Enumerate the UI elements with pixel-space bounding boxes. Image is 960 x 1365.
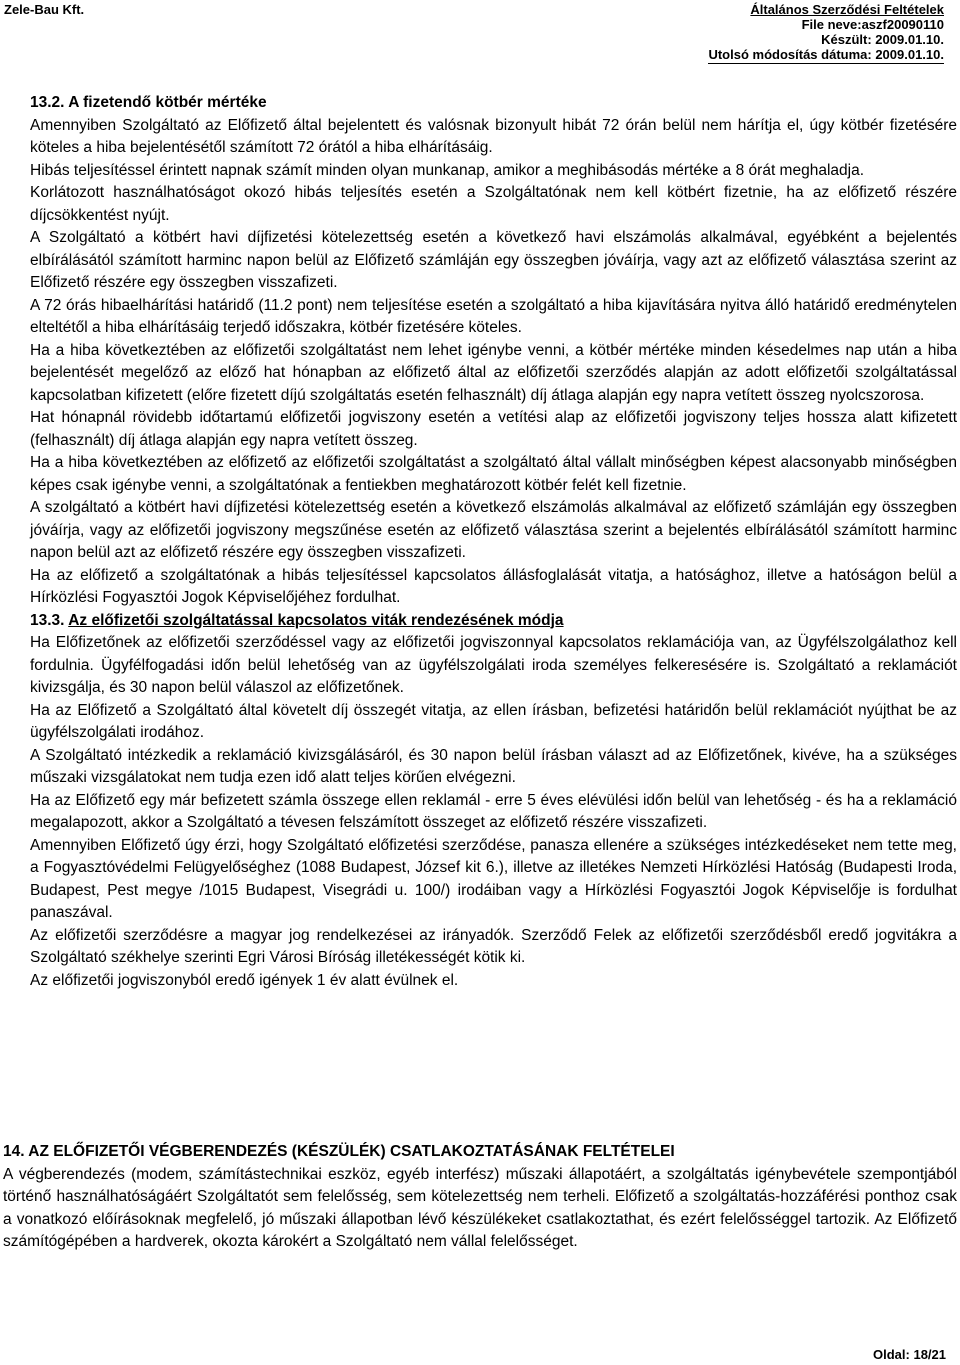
document-header: [708, 2, 944, 64]
company-name: Zele-Bau Kft.: [4, 2, 85, 17]
document-body: [30, 92, 957, 992]
paragraph: Korlátozott használhatóságot okozó hibás teljesítés esetén a Szolgáltatónak nem kell kötbért fizetnie, ha az előfizető részére díjcsökkentést nyújt.: [30, 184, 957, 224]
paragraph: Ha az Előfizető a Szolgáltató által követelt díj összegét vitatja, az ellen írásban, befizetési határidőn belül reklamációt nyújthat be az ügyfélszolgálati irodához.: [30, 701, 957, 741]
section-title: Az előfizetői szolgáltatással kapcsolatos viták rendezésének módja: [68, 611, 564, 629]
paragraph: Hat hónapnál rövidebb időtartamú előfizetői jogviszony esetén a vetítési alap az előfizetői jogviszony teljes hossza alatt kifizetett (felhasznált) díj átlaga alapján egy napra vetített összeg.: [30, 409, 957, 449]
section-13-3-heading: [30, 610, 957, 633]
modified-date: Utolsó módosítás dátuma: 2009.01.10.: [708, 47, 944, 62]
paragraph: Amennyiben Előfizető úgy érzi, hogy Szolgáltató előfizetési szerződése, panasza ellenére a szükséges intézkedéseket nem tette meg, a Fogyasztóvédelmi Felügyelőséghez (1088 Budapest, József kit 6.), illetve az illetékes Nemzeti Hírközlési Hatóság (Budapesti Iroda, Budapest, Pest megye /1015 Budapest, Visegrádi u. 100/) irodáiban vagy a Hírközlési Fogyasztói Jogok Képviselője is fordulhat panaszával.: [30, 836, 957, 921]
paragraph: Az előfizetői jogviszonyból eredő igények 1 év alatt évülnek el.: [30, 971, 459, 989]
created-date: Készült: 2009.01.10.: [821, 32, 944, 47]
section-number: 13.3.: [30, 611, 65, 629]
page-number: Oldal: 18/21: [873, 1347, 946, 1362]
paragraph: A 72 órás hibaelhárítási határidő (11.2 pont) nem teljesítése esetén a szolgáltató a hiba kijavítására nyitva álló határidő eredménytelen elteltétől a hiba elhárításáig terjedő időszakra, kötbér fizetésére köteles.: [30, 296, 957, 336]
paragraph: Hibás teljesítéssel érintett napnak számít minden olyan munkanap, amikor a meghibásodás mértéke a 8 órát meghaladja.: [30, 161, 865, 179]
paragraph: A szolgáltató a kötbért havi díjfizetési kötelezettség esetén a következő elszámolás alkalmával az előfizető számláján egy összegben jóváírja, vagy az előfizetői jogviszony megszűnése esetén az előfizető választása szerint a bejelentés elbírálásától számított harminc napon belül azt az előfizető részére egy összegben visszafizeti.: [30, 499, 957, 561]
paragraph: Ha az előfizető a szolgáltatónak a hibás teljesítéssel kapcsolatos állásfoglalását vitatja, a hatósághoz, illetve a hatóságon belül a Hírközlési Fogyasztói Jogok Képviselőjéhez fordulhat.: [30, 566, 957, 606]
paragraph: A Szolgáltató a kötbért havi díjfizetési kötelezettség esetén a következő havi elszámolás alkalmával, egyébként a bejelentés elbírálásától számított harminc napon belül az Előfizető számláján egy összegben jóváírja, vagy azt az előfizető választása szerint az Előfizető részére egy összegben visszafizeti.: [30, 229, 957, 291]
document-title: Általános Szerződési Feltételek: [750, 2, 944, 17]
paragraph: Ha az Előfizető egy már befizetett számla összege ellen reklamál - erre 5 éves elévülési időn belül van lehetőség - és ha a reklamáció megalapozott, akkor a Szolgáltató a tévesen felszámított összeget az előfizető részére visszafizeti.: [30, 791, 957, 831]
paragraph: Ha a hiba következtében az előfizető az előfizetői szolgáltatást a szolgáltató által vállalt minőségben képest alacsonyabb minőségben képes csak igénybe venni, a szolgáltatónak a fentiekben meghatározott kötbér felét kell fizetnie.: [30, 454, 957, 494]
paragraph: Ha a hiba következtében az előfizetői szolgáltatást nem lehet igénybe venni, a kötbér mértéke minden késedelmes nap után a hiba bejelentését megelőző az előző hat hónapban az előfizető által az előfizetői szerződés alapján az adott előfizetői szolgáltatással kapcsolatban kifizetett (előre fizetett díjú szolgáltatás esetén felhasznált) díj átlaga alapján egy napra vetített összeg nyolcszorosa.: [30, 341, 957, 404]
section-14-heading: 14. AZ ELŐFIZETŐI VÉGBERENDEZÉS (KÉSZÜLÉK) CSATLAKOZTATÁSÁNAK FELTÉTELEI: [3, 1143, 675, 1160]
section-13-2-heading: 13.2. A fizetendő kötbér mértéke: [30, 94, 267, 111]
paragraph: Az előfizetői szerződésre a magyar jog rendelkezései az irányadók. Szerződő Felek az előfizetői szerződésből eredő jogvitákra a Szolgáltató székhelye szerinti Egri Városi Bíróság illetékességét kötik ki.: [30, 926, 957, 966]
paragraph: A végberendezés (modem, számítástechnikai eszköz, egyéb interfész) műszaki állapotáért, a szolgáltatás igénybevétele szempontjából történő használhatóságáért Szolgáltatót sem felelősség, sem kötelezettség nem terheli. Előfizető a szolgáltatás-hozzáférési ponthoz csak a vonatkozó előírásoknak megfelelő, jó műszaki állapotban lévő készülékeket csatlakoztathat, és ezért felelősséggel tartozik. Az Előfizető számítógépében a hardverek, okozta károkért a Szolgáltató nem vállal felelősséget.: [3, 1165, 957, 1250]
file-name: File neve:aszf20090110: [801, 17, 944, 32]
paragraph: A Szolgáltató intézkedik a reklamáció kivizsgálásáról, és 30 napon belül írásban választ ad az Előfizetőnek, kivéve, ha a szükséges műszaki vizsgálatokat nem tudja ezen idő alatt teljes körűen elvégezni.: [30, 746, 957, 786]
paragraph: Ha Előfizetőnek az előfizetői szerződéssel vagy az előfizetői jogviszonnyal kapcsolatos reklamációja van, az Ügyfélszolgálathoz kell fordulnia. Ügyfélfogadási időn belül lehetőség van az ügyfélszolgálati iroda személyes felkeresésére is. Szolgáltató a reklamációt kivizsgálja, és 30 napon belül válaszol az előfizetőnek.: [30, 634, 957, 696]
section-14: [3, 1141, 957, 1254]
paragraph: Amennyiben Szolgáltató az Előfizető által bejelentett és valósnak bizonyult hibát 72 órán belül nem hárítja el, úgy kötbér fizetésére köteles a hiba bejelentésétől számított 72 órától a hiba elhárításáig.: [30, 116, 957, 156]
